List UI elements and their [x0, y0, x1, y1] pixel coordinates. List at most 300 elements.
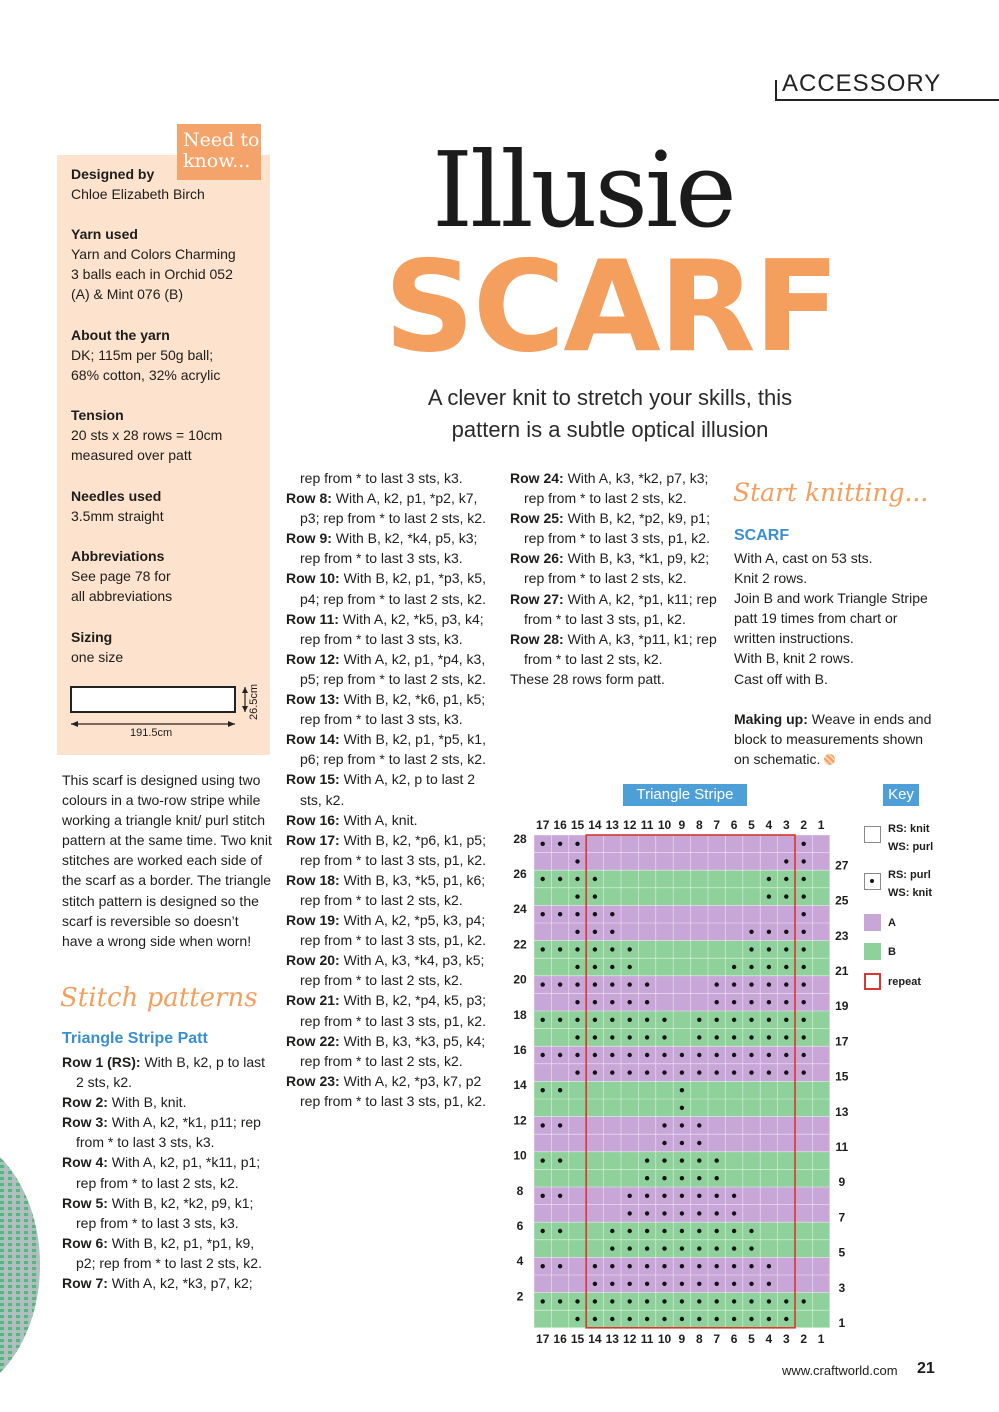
chart-purl-dot	[715, 1194, 719, 1198]
abbreviations-line: See page 78 for	[71, 568, 171, 584]
scarf-instruction-line: Knit 2 rows.	[734, 570, 808, 587]
chart-column-number: 4	[765, 818, 773, 832]
triangle-stripe-chart	[505, 813, 855, 1353]
chart-row-number: 12	[513, 1113, 527, 1128]
chart-purl-dot	[645, 1000, 649, 1004]
chart-purl-dot	[610, 982, 614, 986]
chart-purl-dot	[645, 1070, 649, 1074]
chart-purl-dot	[662, 1123, 666, 1127]
chart-purl-dot	[558, 1229, 562, 1233]
chart-purl-dot	[749, 1264, 753, 1268]
chart-row-number: 16	[513, 1043, 527, 1057]
chart-purl-dot	[732, 1070, 736, 1074]
chart-purl-dot	[802, 1000, 806, 1004]
chart-purl-dot	[784, 947, 788, 951]
chart-purl-dot	[767, 947, 771, 951]
chart-purl-dot	[662, 1141, 666, 1145]
pattern-row: Row 7: With A, k2, *k3, p7, k2;	[62, 1275, 253, 1292]
chart-column-number: 10	[657, 1331, 672, 1346]
chart-purl-dot	[802, 1018, 806, 1022]
chart-row-number: 7	[838, 1210, 846, 1225]
chart-purl-dot	[749, 1070, 753, 1074]
chart-purl-dot	[610, 1246, 614, 1250]
pattern-row: Row 3: With A, k2, *k1, p11; rep from * to last 3 sts, k3.	[62, 1114, 261, 1151]
chart-purl-dot	[715, 1229, 719, 1233]
making-up-text: Weave in ends and block to measurements shown on schematic.	[734, 711, 932, 768]
chart-column-number: 6	[730, 1331, 738, 1346]
chart-purl-dot	[784, 982, 788, 986]
chart-purl-dot	[593, 1000, 597, 1004]
key-color-b-swatch	[864, 943, 881, 960]
chart-purl-dot	[662, 1176, 666, 1180]
chart-purl-dot	[697, 1299, 701, 1303]
chart-purl-dot	[802, 965, 806, 969]
chart-purl-dot	[610, 1070, 614, 1074]
chart-purl-dot	[697, 1123, 701, 1127]
chart-purl-dot	[628, 1229, 632, 1233]
chart-purl-dot	[645, 1194, 649, 1198]
chart-purl-dot	[749, 965, 753, 969]
pattern-row: Row 12: With A, k2, p1, *p4, k3, p5; rep from * to last 2 sts, k2.	[286, 650, 486, 687]
chart-purl-dot	[749, 1000, 753, 1004]
footer-url: www.craftworld.com	[782, 1363, 898, 1378]
chart-purl-dot	[697, 1035, 701, 1039]
chart-purl-dot	[715, 1000, 719, 1004]
about-yarn-heading: About the yarn	[71, 327, 170, 343]
chart-purl-dot	[662, 1229, 666, 1233]
pattern-row: Row 17: With B, k2, *p6, k1, p5; rep from * to last 3 sts, p1, k2.	[286, 831, 486, 868]
chart-row-number: 8	[516, 1183, 524, 1198]
chart-purl-dot	[680, 1194, 684, 1198]
page-number: 21	[917, 1360, 935, 1377]
start-knitting-heading: Start knitting...	[733, 478, 929, 507]
chart-purl-dot	[610, 965, 614, 969]
chart-purl-dot	[767, 1070, 771, 1074]
chart-purl-dot	[749, 1018, 753, 1022]
chart-purl-dot	[784, 877, 788, 881]
chart-purl-dot	[784, 859, 788, 863]
chart-purl-dot	[541, 947, 545, 951]
chart-purl-dot	[558, 947, 562, 951]
chart-purl-dot	[749, 1282, 753, 1286]
chart-purl-dot	[715, 1070, 719, 1074]
section-rule	[775, 99, 999, 101]
chart-row-number: 26	[513, 867, 527, 881]
chart-purl-dot	[541, 1194, 545, 1198]
pattern-row: Row 15: With A, k2, p to last 2 sts, k2.	[286, 771, 476, 808]
chart-purl-dot	[610, 1018, 614, 1022]
chart-purl-dot	[610, 1229, 614, 1233]
chart-purl-dot	[662, 1194, 666, 1198]
chart-purl-dot	[593, 965, 597, 969]
chart-purl-dot	[802, 947, 806, 951]
chart-purl-dot	[575, 965, 579, 969]
chart-purl-dot	[715, 982, 719, 986]
chart-purl-dot	[732, 1035, 736, 1039]
stitch-patterns-heading: Stitch patterns	[60, 983, 258, 1013]
chart-row-number: 2	[516, 1289, 524, 1304]
chart-purl-dot	[575, 982, 579, 986]
pattern-column-3	[510, 468, 722, 689]
yarn-line: (A) & Mint 076 (B)	[71, 286, 184, 302]
pattern-row: Row 21: With B, k2, *p4, k5, p3; rep from * to last 3 sts, p1, k2.	[286, 992, 486, 1029]
chart-purl-dot	[697, 1211, 701, 1215]
chart-column-number: 15	[570, 818, 585, 832]
chart-purl-dot	[680, 1123, 684, 1127]
chart-purl-dot	[802, 1299, 806, 1303]
chart-purl-dot	[784, 965, 788, 969]
chart-purl-dot	[715, 1211, 719, 1215]
about-yarn-line: 68% cotton, 32% acrylic	[71, 367, 221, 383]
chart-purl-dot	[715, 1299, 719, 1303]
chart-purl-dot	[593, 930, 597, 934]
chart-row-number: 9	[838, 1175, 846, 1190]
key-repeat-label: repeat	[888, 976, 922, 988]
chart-column-number: 11	[640, 1331, 654, 1346]
chart-purl-dot	[541, 1158, 545, 1162]
chart-purl-dot	[541, 1264, 545, 1268]
chart-purl-dot	[575, 1070, 579, 1074]
chart-purl-dot	[593, 1282, 597, 1286]
chart-purl-dot	[732, 982, 736, 986]
pattern-row: Row 8: With A, k2, p1, *p2, k7, p3; rep from * to last 2 sts, k2.	[286, 490, 486, 527]
pattern-summary: These 28 rows form patt.	[510, 670, 665, 687]
chart-purl-dot	[749, 1246, 753, 1250]
chart-purl-dot	[558, 1018, 562, 1022]
chart-row-number: 17	[835, 1034, 849, 1049]
pattern-row: Row 1 (RS): With B, k2, p to last 2 sts, k2.	[62, 1054, 266, 1091]
pattern-row: Row 19: With A, k2, *p5, k3, p4; rep from * to last 3 sts, p1, k2.	[286, 912, 486, 949]
chart-purl-dot	[767, 1000, 771, 1004]
chart-purl-dot	[680, 1053, 684, 1057]
chart-purl-dot	[767, 982, 771, 986]
scarf-schematic	[62, 680, 267, 750]
chart-purl-dot	[593, 912, 597, 916]
chart-purl-dot	[732, 1246, 736, 1250]
row-continuation: rep from * to last 3 sts, k3.	[300, 470, 463, 486]
chart-purl-dot	[558, 1299, 562, 1303]
chart-purl-dot	[680, 1282, 684, 1286]
chart-purl-dot	[680, 1176, 684, 1180]
chart-purl-dot	[662, 1317, 666, 1321]
chart-purl-dot	[541, 1018, 545, 1022]
chart-purl-dot	[802, 842, 806, 846]
chart-purl-dot	[575, 930, 579, 934]
chart-column-number: 7	[713, 818, 721, 832]
chart-purl-dot	[610, 1000, 614, 1004]
yarn-line: Yarn and Colors Charming	[71, 246, 236, 262]
chart-purl-dot	[645, 1053, 649, 1057]
chart-column-number: 17	[536, 818, 550, 832]
chart-purl-dot	[697, 1053, 701, 1057]
chart-purl-dot	[732, 1299, 736, 1303]
triangle-stripe-heading: Triangle Stripe Patt	[62, 1030, 208, 1047]
chart-purl-dot	[593, 982, 597, 986]
chart-purl-dot	[715, 1053, 719, 1057]
end-yarn-icon	[824, 754, 835, 765]
pattern-row: Row 18: With B, k3, *k5, p1, k6; rep from * to last 2 sts, k2.	[286, 871, 486, 908]
chart-row-number: 11	[835, 1140, 849, 1154]
chart-purl-dot	[784, 894, 788, 898]
chart-column-number: 12	[623, 1331, 637, 1346]
chart-column-number: 11	[640, 818, 654, 832]
chart-purl-dot	[749, 982, 753, 986]
chart-purl-dot	[715, 1158, 719, 1162]
chart-purl-dot	[680, 1317, 684, 1321]
chart-purl-dot	[662, 1018, 666, 1022]
chart-purl-dot	[593, 947, 597, 951]
designed-by-block	[71, 166, 261, 204]
chart-svg	[505, 813, 855, 1353]
chart-purl-dot	[784, 1000, 788, 1004]
chart-purl-dot	[767, 1299, 771, 1303]
chart-column-number: 5	[748, 1331, 755, 1346]
scarf-instruction-line: Cast off with B.	[734, 670, 828, 687]
chart-purl-dot	[575, 877, 579, 881]
chart-purl-dot	[662, 1246, 666, 1250]
chart-purl-dot	[662, 1070, 666, 1074]
chart-purl-dot	[541, 982, 545, 986]
chart-column-number: 15	[570, 1331, 585, 1346]
chart-purl-dot	[645, 1018, 649, 1022]
key-knit-swatch	[864, 826, 881, 843]
chart-column-number: 14	[588, 1331, 602, 1346]
chart-purl-dot	[628, 947, 632, 951]
intro-paragraph: This scarf is designed using two colours in a two-row stripe while working a triangle knit/ purl stitch pattern at the same time. Two knit stitches are worked each side of the scarf as a border. The triangle stitch pattern is designed so the scarf is reversible so doesn’t have a wrong side when worn!	[62, 772, 272, 949]
chart-purl-dot	[680, 1106, 684, 1110]
chart-purl-dot	[575, 912, 579, 916]
pattern-row: Row 6: With B, k2, p1, *p1, k9, p2; rep from * to last 2 sts, k2.	[62, 1234, 262, 1271]
chart-purl-dot	[628, 982, 632, 986]
chart-purl-dot	[610, 947, 614, 951]
chart-purl-dot	[749, 930, 753, 934]
chart-purl-dot	[558, 912, 562, 916]
chart-purl-dot	[715, 1246, 719, 1250]
chart-column-number: 3	[782, 818, 790, 832]
chart-purl-dot	[610, 1035, 614, 1039]
chart-row-number: 3	[838, 1280, 846, 1295]
chart-purl-dot	[541, 1299, 545, 1303]
chart-purl-dot	[802, 859, 806, 863]
key-purl-label: RS: purl WS: knit	[888, 869, 932, 899]
chart-purl-dot	[732, 1053, 736, 1057]
abbreviations-block	[71, 548, 261, 606]
chart-purl-dot	[628, 1000, 632, 1004]
key-purl-swatch	[864, 873, 881, 890]
abbreviations-heading: Abbreviations	[71, 548, 165, 564]
chart-purl-dot	[732, 1264, 736, 1268]
chart-purl-dot	[575, 1035, 579, 1039]
chart-purl-dot	[541, 842, 545, 846]
chart-column-number: 12	[623, 818, 637, 832]
chart-purl-dot	[732, 1018, 736, 1022]
chart-purl-dot	[610, 1299, 614, 1303]
chart-purl-dot	[610, 1282, 614, 1286]
chart-purl-dot	[628, 1264, 632, 1268]
designed-by-heading: Designed by	[71, 166, 155, 182]
chart-purl-dot	[541, 1088, 545, 1092]
chart-purl-dot	[558, 1123, 562, 1127]
pattern-row: Row 10: With B, k2, p1, *p3, k5, p4; rep from * to last 2 sts, k2.	[286, 570, 486, 607]
chart-purl-dot	[541, 1229, 545, 1233]
chart-purl-dot	[662, 1282, 666, 1286]
chart-purl-dot	[628, 1070, 632, 1074]
schematic-height-label: 26.5cm	[248, 683, 260, 720]
title-illusie: Illusie	[432, 129, 734, 251]
chart-purl-dot	[610, 1264, 614, 1268]
chart-purl-dot	[558, 1088, 562, 1092]
about-yarn-line: DK; 115m per 50g ball;	[71, 347, 214, 363]
chart-purl-dot	[715, 1018, 719, 1022]
tension-line: 20 sts x 28 rows = 10cm	[71, 427, 223, 443]
chart-purl-dot	[575, 1053, 579, 1057]
chart-purl-dot	[645, 1264, 649, 1268]
chart-purl-dot	[575, 1000, 579, 1004]
chart-purl-dot	[802, 877, 806, 881]
chart-purl-dot	[767, 1053, 771, 1057]
chart-column-number: 1	[817, 1331, 825, 1346]
chart-purl-dot	[593, 1317, 597, 1321]
pattern-row: Row 4: With A, k2, p1, *k11, p1; rep from * to last 2 sts, k2.	[62, 1154, 261, 1191]
tension-line: measured over patt	[71, 447, 192, 463]
chart-column-number: 16	[553, 1331, 567, 1346]
chart-purl-dot	[541, 912, 545, 916]
chart-column-number: 14	[588, 818, 602, 832]
chart-purl-dot	[628, 1317, 632, 1321]
pattern-row: Row 26: With B, k3, *k1, p9, k2; rep from * to last 2 sts, k2.	[510, 550, 710, 587]
chart-purl-dot	[680, 1264, 684, 1268]
chart-purl-dot	[628, 1282, 632, 1286]
chart-row-number: 22	[513, 937, 527, 952]
chart-label: Triangle Stripe	[623, 784, 747, 806]
scarf-instruction-line: With B, knit 2 rows.	[734, 650, 854, 667]
chart-purl-dot	[628, 1299, 632, 1303]
chart-purl-dot	[645, 1158, 649, 1162]
chart-purl-dot	[645, 1282, 649, 1286]
chart-purl-dot	[802, 912, 806, 916]
chart-purl-dot	[680, 1211, 684, 1215]
chart-column-number: 6	[730, 818, 738, 832]
scarf-heading: SCARF	[734, 527, 790, 544]
chart-purl-dot	[575, 1299, 579, 1303]
chart-purl-dot	[784, 1317, 788, 1321]
schematic-width-label: 191.5cm	[130, 727, 173, 739]
chart-purl-dot	[802, 1035, 806, 1039]
chart-purl-dot	[697, 1229, 701, 1233]
chart-purl-dot	[593, 1018, 597, 1022]
chart-row-number: 20	[513, 972, 527, 987]
chart-column-number: 1	[817, 818, 825, 832]
yarn-heading: Yarn used	[71, 226, 138, 242]
chart-purl-dot	[558, 877, 562, 881]
chart-purl-dot	[593, 1264, 597, 1268]
chart-purl-dot	[715, 1264, 719, 1268]
chart-purl-dot	[767, 877, 771, 881]
chart-purl-dot	[749, 1035, 753, 1039]
chart-purl-dot	[575, 859, 579, 863]
section-rule-vertical	[775, 80, 777, 101]
pattern-row: Row 24: With A, k3, *k2, p7, k3; rep from * to last 2 sts, k2.	[510, 470, 709, 507]
pattern-row: Row 20: With A, k3, *k4, p3, k5; rep from * to last 2 sts, k2.	[286, 952, 485, 989]
yarn-line: 3 balls each in Orchid 052	[71, 266, 233, 282]
chart-row-number: 21	[835, 964, 849, 978]
chart-purl-dot	[628, 1194, 632, 1198]
sizing-line: one size	[71, 649, 124, 665]
pattern-row: Row 11: With A, k2, *k5, p3, k4; rep from * to last 3 sts, k3.	[286, 610, 484, 647]
chart-purl-dot	[645, 1229, 649, 1233]
chart-purl-dot	[575, 1018, 579, 1022]
chart-purl-dot	[749, 1299, 753, 1303]
chart-purl-dot	[610, 1317, 614, 1321]
chart-purl-dot	[732, 965, 736, 969]
chart-column-number: 8	[695, 818, 703, 832]
chart-purl-dot	[767, 1035, 771, 1039]
pattern-row: Row 13: With B, k2, *k6, p1, k5; rep from * to last 3 sts, k3.	[286, 691, 486, 728]
chart-purl-dot	[662, 1264, 666, 1268]
chart-purl-dot	[558, 1194, 562, 1198]
chart-purl-dot	[767, 965, 771, 969]
chart-purl-dot	[697, 1317, 701, 1321]
pattern-row: Row 23: With A, k2, *p3, k7, p2 rep from * to last 3 sts, p1, k2.	[286, 1072, 486, 1109]
chart-purl-dot	[645, 982, 649, 986]
chart-purl-dot	[802, 1053, 806, 1057]
chart-purl-dot	[558, 1053, 562, 1057]
chart-purl-dot	[715, 1282, 719, 1286]
need-to-know-badge: Need to know...	[177, 124, 261, 180]
chart-purl-dot	[610, 930, 614, 934]
chart-purl-dot	[575, 1317, 579, 1321]
sizing-heading: Sizing	[71, 629, 113, 645]
subtitle-line: A clever knit to stretch your skills, this	[427, 385, 793, 410]
tension-heading: Tension	[71, 407, 124, 423]
chart-purl-dot	[715, 1176, 719, 1180]
chart-row-number: 6	[516, 1219, 524, 1233]
chart-row-number: 15	[835, 1069, 849, 1084]
chart-purl-dot	[697, 1194, 701, 1198]
needles-heading: Needles used	[71, 488, 162, 504]
chart-purl-dot	[645, 1246, 649, 1250]
chart-purl-dot	[680, 1070, 684, 1074]
subtitle-line: pattern is a subtle optical illusion	[451, 417, 769, 442]
designed-by-value: Chloe Elizabeth Birch	[71, 186, 205, 202]
chart-row-number: 4	[516, 1254, 524, 1269]
chart-purl-dot	[558, 1158, 562, 1162]
pattern-row: Row 16: With A, knit.	[286, 811, 418, 828]
chart-purl-dot	[662, 1299, 666, 1303]
chart-purl-dot	[680, 1229, 684, 1233]
chart-purl-dot	[662, 1053, 666, 1057]
chart-purl-dot	[697, 1070, 701, 1074]
chart-column-number: 2	[800, 1331, 808, 1346]
chart-row-number: 18	[513, 1007, 527, 1022]
scarf-instruction-line: With A, cast on 53 sts.	[734, 550, 873, 566]
chart-row-number: 10	[513, 1148, 527, 1163]
chart-purl-dot	[802, 982, 806, 986]
pattern-row: Row 25: With B, k2, *p2, k9, p1; rep from * to last 3 sts, p1, k2.	[510, 510, 710, 547]
yarn-swatch-image	[0, 1135, 45, 1395]
chart-column-number: 10	[657, 818, 672, 832]
chart-purl-dot	[610, 912, 614, 916]
chart-purl-dot	[784, 1070, 788, 1074]
chart-purl-dot	[593, 877, 597, 881]
chart-purl-dot	[767, 930, 771, 934]
chart-purl-dot	[732, 1000, 736, 1004]
chart-column-number: 8	[695, 1331, 703, 1346]
chart-purl-dot	[749, 1229, 753, 1233]
chart-purl-dot	[680, 1158, 684, 1162]
chart-row-number: 13	[835, 1104, 849, 1119]
pattern-column-1	[62, 1052, 274, 1293]
